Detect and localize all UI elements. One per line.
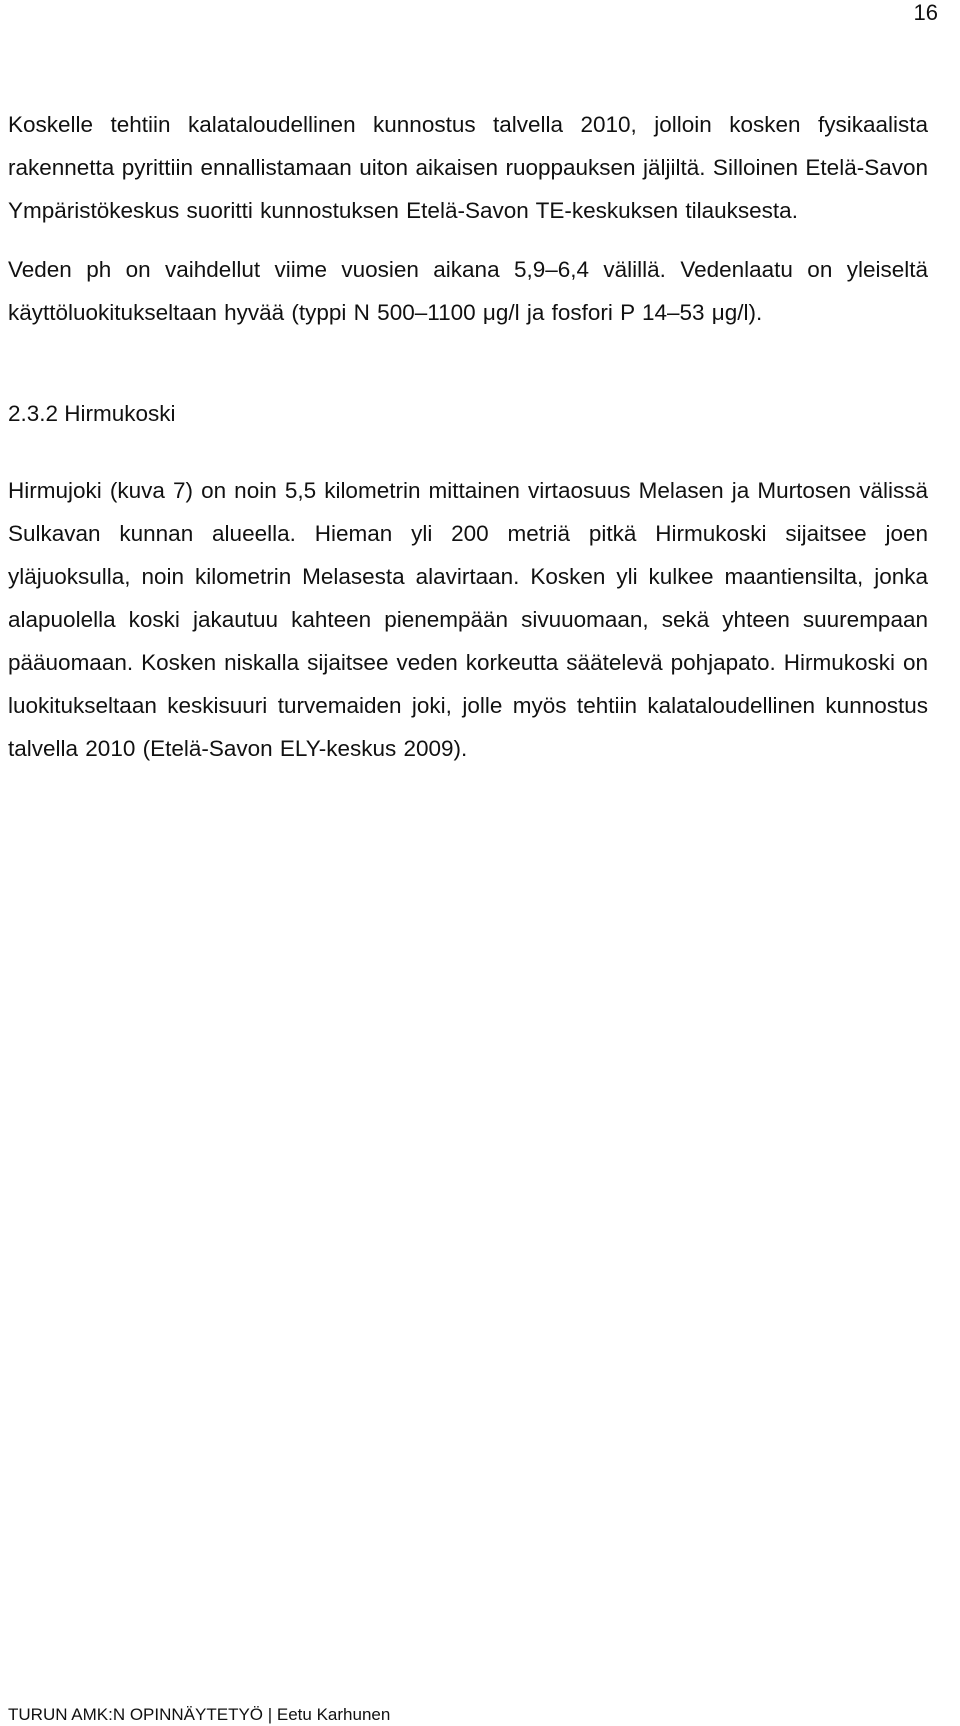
page-footer: TURUN AMK:N OPINNÄYTETYÖ | Eetu Karhunen — [8, 1705, 391, 1724]
paragraph-koskelle: Koskelle tehtiin kalataloudellinen kunnostus talvella 2010, jolloin kosken fysikaalista rakennetta pyrittiin ennallistamaan uiton aikaisen ruoppauksen jäljiltä. Silloinen Etelä-Savon Ympäristökeskus suoritti kunnostuksen Etelä-Savon TE-keskuksen tilauksesta. — [8, 112, 928, 223]
page-number: 16 — [913, 0, 938, 25]
paragraph-water-quality: Veden ph on vaihdellut viime vuosien aikana 5,9–6,4 välillä. Vedenlaatu on yleiseltä käyttöluokitukseltaan hyvää (typpi N 500–1100 μg/l ja fosfori P 14–53 μg/l). — [8, 257, 928, 325]
document-body — [8, 103, 928, 770]
section-heading: 2.3.2 Hirmukoski — [8, 401, 176, 426]
paragraph-hirmujoki: Hirmujoki (kuva 7) on noin 5,5 kilometrin mittainen virtaosuus Melasen ja Murtosen välissä Sulkavan kunnan alueella. Hieman yli 200 metriä pitkä Hirmukoski sijaitsee joen yläjuoksulla, noin kilometrin Melasesta alavirtaan. Kosken yli kulkee maantiensilta, jonka alapuolella koski jakautuu kahteen pienempään sivuuomaan, sekä yhteen suurempaan pääuomaan. Kosken niskalla sijaitsee veden korkeutta säätelevä pohjapato. Hirmukoski on luokitukseltaan keskisuuri turvemaiden joki, jolle myös tehtiin kalataloudellinen kunnostus talvella 2010 (Etelä-Savon ELY-keskus 2009). — [8, 478, 928, 761]
